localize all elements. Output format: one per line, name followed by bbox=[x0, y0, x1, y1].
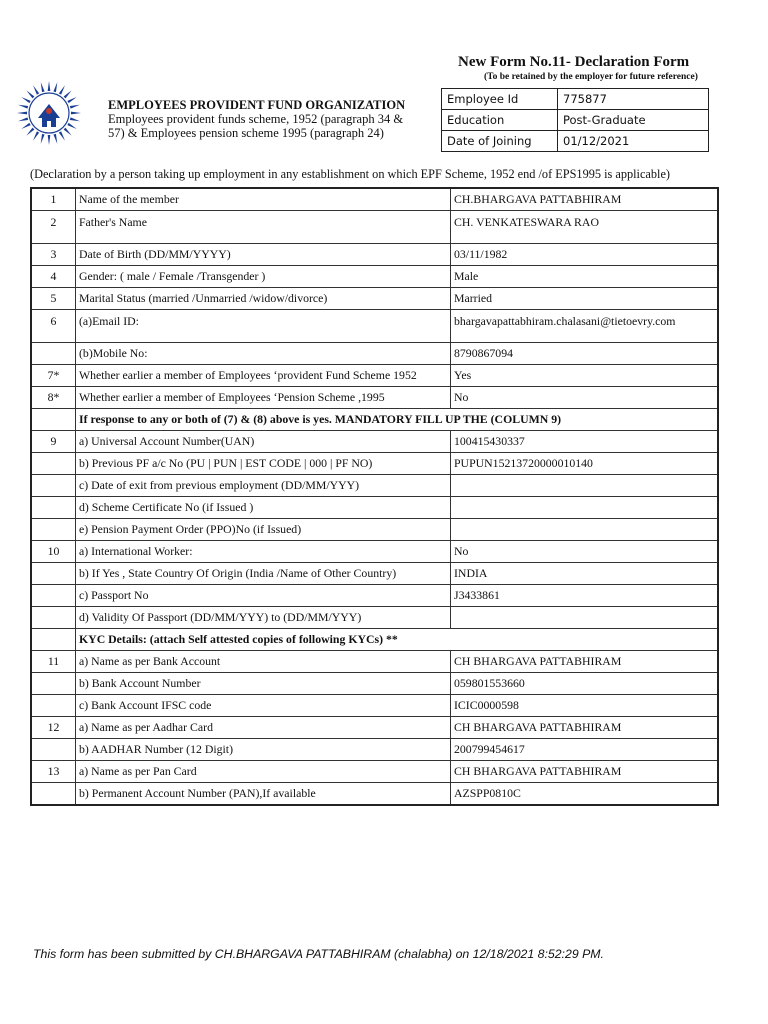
table-row bbox=[31, 563, 718, 585]
row-number bbox=[31, 409, 76, 431]
field-label: Name of the member bbox=[76, 188, 451, 211]
table-row bbox=[31, 519, 718, 541]
row-number: 12 bbox=[31, 717, 76, 739]
table-row bbox=[31, 266, 718, 288]
field-value: No bbox=[451, 387, 719, 409]
org-scheme-line-2: 57) & Employees pension scheme 1995 (paragraph 24) bbox=[108, 126, 384, 140]
row-number bbox=[31, 343, 76, 365]
field-label: Gender: ( male / Female /Transgender ) bbox=[76, 266, 451, 288]
field-value bbox=[451, 519, 719, 541]
table-row bbox=[31, 673, 718, 695]
field-label: (b)Mobile No: bbox=[76, 343, 451, 365]
field-label: d) Validity Of Passport (DD/MM/YYY) to (DD/MM/YYY) bbox=[76, 607, 451, 629]
org-name: EMPLOYEES PROVIDENT FUND ORGANIZATION bbox=[108, 98, 406, 112]
field-value: 8790867094 bbox=[451, 343, 719, 365]
row-number: 1 bbox=[31, 188, 76, 211]
field-value: INDIA bbox=[451, 563, 719, 585]
table-row bbox=[31, 387, 718, 409]
field-value bbox=[451, 607, 719, 629]
field-value: No bbox=[451, 541, 719, 563]
table-row bbox=[31, 629, 718, 651]
field-value: PUPUN15213720000010140 bbox=[451, 453, 719, 475]
table-row bbox=[31, 607, 718, 629]
table-row bbox=[31, 343, 718, 365]
table-row bbox=[31, 244, 718, 266]
info-label: Education bbox=[442, 110, 558, 131]
row-number bbox=[31, 475, 76, 497]
table-row bbox=[31, 288, 718, 310]
field-label: e) Pension Payment Order (PPO)No (if Issued) bbox=[76, 519, 451, 541]
row-number bbox=[31, 497, 76, 519]
declaration-text: (Declaration by a person taking up employment in any establishment on which EPF Scheme, 1952 end /of EPS1995 is applicable) bbox=[30, 167, 670, 181]
field-label: b) Permanent Account Number (PAN),If available bbox=[76, 783, 451, 806]
table-row bbox=[31, 497, 718, 519]
info-row-education bbox=[442, 110, 709, 131]
field-value bbox=[451, 497, 719, 519]
table-row bbox=[31, 310, 718, 343]
row-number bbox=[31, 607, 76, 629]
row-number: 3 bbox=[31, 244, 76, 266]
field-value: CH BHARGAVA PATTABHIRAM bbox=[451, 717, 719, 739]
field-label: a) Name as per Aadhar Card bbox=[76, 717, 451, 739]
info-value: Post-Graduate bbox=[558, 110, 709, 131]
section-heading: If response to any or both of (7) & (8) above is yes. MANDATORY FILL UP THE (COLUMN 9) bbox=[76, 409, 719, 431]
info-label: Employee Id bbox=[442, 89, 558, 110]
row-number: 11 bbox=[31, 651, 76, 673]
row-number: 2 bbox=[31, 211, 76, 244]
info-row-date-of-joining bbox=[442, 131, 709, 152]
row-number: 10 bbox=[31, 541, 76, 563]
field-label: c) Passport No bbox=[76, 585, 451, 607]
field-label: Date of Birth (DD/MM/YYYY) bbox=[76, 244, 451, 266]
table-row bbox=[31, 453, 718, 475]
table-row bbox=[31, 211, 718, 244]
field-label: a) International Worker: bbox=[76, 541, 451, 563]
field-label: b) If Yes , State Country Of Origin (India /Name of Other Country) bbox=[76, 563, 451, 585]
field-label: b) Bank Account Number bbox=[76, 673, 451, 695]
field-value: Male bbox=[451, 266, 719, 288]
row-number bbox=[31, 453, 76, 475]
row-number bbox=[31, 629, 76, 651]
row-number: 9 bbox=[31, 431, 76, 453]
row-number: 7* bbox=[31, 365, 76, 387]
field-label: b) Previous PF a/c No (PU | PUN | EST CODE | 000 | PF NO) bbox=[76, 453, 451, 475]
field-value: 03/11/1982 bbox=[451, 244, 719, 266]
row-number: 5 bbox=[31, 288, 76, 310]
field-label: c) Bank Account IFSC code bbox=[76, 695, 451, 717]
table-row bbox=[31, 783, 718, 806]
field-value: bhargavapattabhiram.chalasani@tietoevry.com bbox=[451, 310, 719, 343]
row-number: 6 bbox=[31, 310, 76, 343]
field-value: Yes bbox=[451, 365, 719, 387]
row-number: 8* bbox=[31, 387, 76, 409]
row-number bbox=[31, 783, 76, 806]
field-label: a) Name as per Bank Account bbox=[76, 651, 451, 673]
field-value: 200799454617 bbox=[451, 739, 719, 761]
field-value: CH.BHARGAVA PATTABHIRAM bbox=[451, 188, 719, 211]
form-title: New Form No.11- Declaration Form bbox=[458, 54, 690, 70]
field-value: ICIC0000598 bbox=[451, 695, 719, 717]
info-value: 775877 bbox=[558, 89, 709, 110]
declaration-table bbox=[30, 187, 719, 806]
field-label: c) Date of exit from previous employment (DD/MM/YYY) bbox=[76, 475, 451, 497]
table-row bbox=[31, 431, 718, 453]
row-number bbox=[31, 585, 76, 607]
field-value bbox=[451, 475, 719, 497]
field-label: d) Scheme Certificate No (if Issued ) bbox=[76, 497, 451, 519]
table-row bbox=[31, 475, 718, 497]
table-row bbox=[31, 541, 718, 563]
field-value: CH BHARGAVA PATTABHIRAM bbox=[451, 651, 719, 673]
table-row bbox=[31, 409, 718, 431]
row-number bbox=[31, 563, 76, 585]
table-row bbox=[31, 651, 718, 673]
info-value: 01/12/2021 bbox=[558, 131, 709, 152]
field-value: AZSPP0810C bbox=[451, 783, 719, 806]
table-row bbox=[31, 739, 718, 761]
form-subtitle: (To be retained by the employer for future reference) bbox=[484, 72, 698, 82]
table-row bbox=[31, 365, 718, 387]
row-number: 13 bbox=[31, 761, 76, 783]
info-label: Date of Joining bbox=[442, 131, 558, 152]
table-row bbox=[31, 188, 718, 211]
section-heading: KYC Details: (attach Self attested copies of following KYCs) ** bbox=[76, 629, 719, 651]
field-value: Married bbox=[451, 288, 719, 310]
field-label: b) AADHAR Number (12 Digit) bbox=[76, 739, 451, 761]
field-value: CH. VENKATESWARA RAO bbox=[451, 211, 719, 244]
row-number bbox=[31, 695, 76, 717]
field-label: Marital Status (married /Unmarried /widow/divorce) bbox=[76, 288, 451, 310]
info-row-employee-id bbox=[442, 89, 709, 110]
field-label: (a)Email ID: bbox=[76, 310, 451, 343]
field-value: CH BHARGAVA PATTABHIRAM bbox=[451, 761, 719, 783]
row-number bbox=[31, 519, 76, 541]
table-row bbox=[31, 717, 718, 739]
row-number bbox=[31, 673, 76, 695]
field-value: 100415430337 bbox=[451, 431, 719, 453]
org-scheme-line-1: Employees provident funds scheme, 1952 (paragraph 34 & bbox=[108, 112, 404, 126]
table-row bbox=[31, 761, 718, 783]
field-value: J3433861 bbox=[451, 585, 719, 607]
field-label: Whether earlier a member of Employees ‘provident Fund Scheme 1952 bbox=[76, 365, 451, 387]
table-row bbox=[31, 585, 718, 607]
field-value: 059801553660 bbox=[451, 673, 719, 695]
field-label: a) Name as per Pan Card bbox=[76, 761, 451, 783]
table-row bbox=[31, 695, 718, 717]
field-label: a) Universal Account Number(UAN) bbox=[76, 431, 451, 453]
row-number bbox=[31, 739, 76, 761]
employee-info-box bbox=[441, 88, 709, 152]
field-label: Father's Name bbox=[76, 211, 451, 244]
field-label: Whether earlier a member of Employees ‘Pension Scheme ,1995 bbox=[76, 387, 451, 409]
submission-footer: This form has been submitted by CH.BHARGAVA PATTABHIRAM (chalabha) on 12/18/2021 8:52:29 PM. bbox=[33, 947, 604, 961]
row-number: 4 bbox=[31, 266, 76, 288]
epfo-emblem-icon bbox=[16, 80, 82, 146]
